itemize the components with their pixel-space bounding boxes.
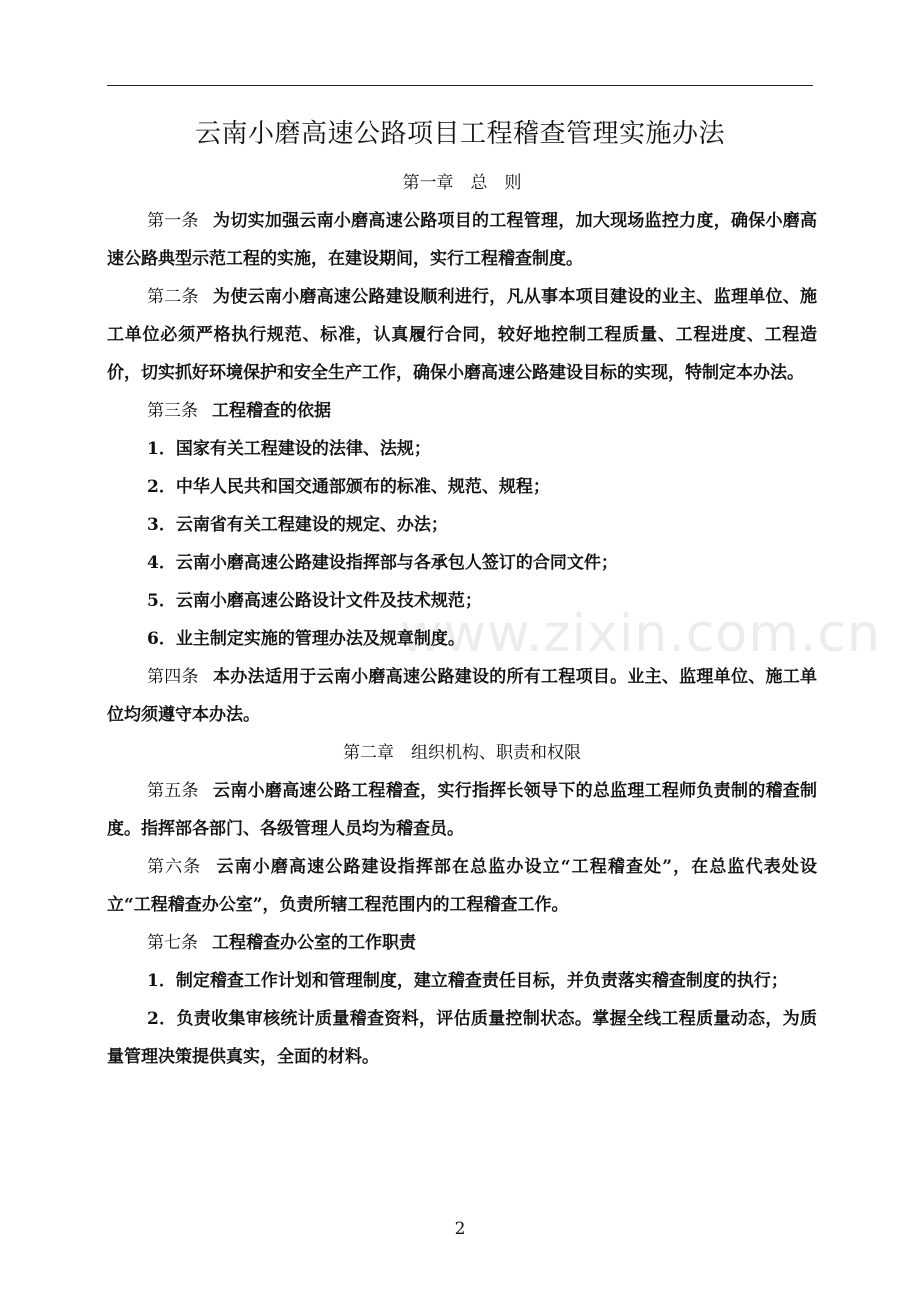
list-item: 2．中华人民共和国交通部颁布的标准、规范、规程； — [147, 477, 550, 497]
document-body — [107, 164, 817, 1076]
list-item: 2．负责收集审核统计质量稽查资料，评估质量控制状态。掌握全线工程质量动态，为质量管理决策提供真实，全面的材料。 — [107, 1009, 817, 1067]
list-item: 1．国家有关工程建设的法律、法规； — [147, 439, 431, 459]
article-text: 工程稽查的依据 — [212, 401, 331, 421]
watermark: www.zixin.com.cn — [400, 604, 881, 664]
page-number: 2 — [454, 1219, 466, 1239]
article-label: 第四条 — [147, 667, 199, 687]
article-label: 第二条 — [147, 287, 199, 307]
article-paragraph — [107, 658, 817, 734]
article-paragraph — [107, 924, 817, 962]
article-paragraph — [107, 392, 817, 430]
article-paragraph — [107, 848, 817, 924]
article-paragraph — [107, 278, 817, 392]
article-paragraph — [107, 202, 817, 278]
article-text: 本办法适用于云南小磨高速公路建设的所有工程项目。业主、监理单位、施工单位均须遵守本办法。 — [107, 667, 818, 725]
list-item: 1．制定稽查工作计划和管理制度，建立稽查责任目标，并负责落实稽查制度的执行； — [147, 971, 788, 991]
article-label: 第六条 — [147, 857, 202, 877]
list-item: 3．云南省有关工程建设的规定、办法； — [147, 515, 448, 535]
article-label: 第五条 — [147, 781, 199, 801]
article-label: 第三条 — [147, 401, 198, 421]
chapter-heading: 第一章 总 则 — [402, 173, 522, 193]
article-text: 云南小磨高速公路建设指挥部在总监办设立“工程稽查处”，在总监代表处设立“工程稽查办公室”，负责所辖工程范围内的工程稽查工作。 — [107, 857, 818, 915]
article-text: 为切实加强云南小磨高速公路项目的工程管理，加大现场监控力度，确保小磨高速公路典型示范工程的实施，在建设期间，实行工程稽查制度。 — [107, 211, 818, 269]
header-rule — [107, 85, 813, 86]
list-item: 6．业主制定实施的管理办法及规章制度。 — [147, 629, 465, 649]
document-title: 云南小磨高速公路项目工程稽查管理实施办法 — [194, 119, 725, 149]
article-paragraph — [107, 772, 817, 848]
article-text: 为使云南小磨高速公路建设顺利进行，凡从事本项目建设的业主、监理单位、施工单位必须严格执行规范、标准，认真履行合同，较好地控制工程质量、工程进度、工程造价，切实抓好环境保护和安全生产工作，确保小磨高速公路建设目标的实现，特制定本办法。 — [107, 287, 818, 383]
chapter-heading: 第二章 组织机构、职责和权限 — [343, 743, 581, 763]
article-label: 第一条 — [147, 211, 199, 231]
article-label: 第七条 — [147, 933, 198, 953]
article-text: 云南小磨高速公路工程稽查，实行指挥长领导下的总监理工程师负责制的稽查制度。指挥部各部门、各级管理人员均为稽查员。 — [107, 781, 818, 839]
article-text: 工程稽查办公室的工作职责 — [212, 933, 416, 953]
list-item: 5．云南小磨高速公路设计文件及技术规范； — [147, 591, 482, 611]
list-item: 4．云南小磨高速公路建设指挥部与各承包人签订的合同文件； — [147, 553, 618, 573]
